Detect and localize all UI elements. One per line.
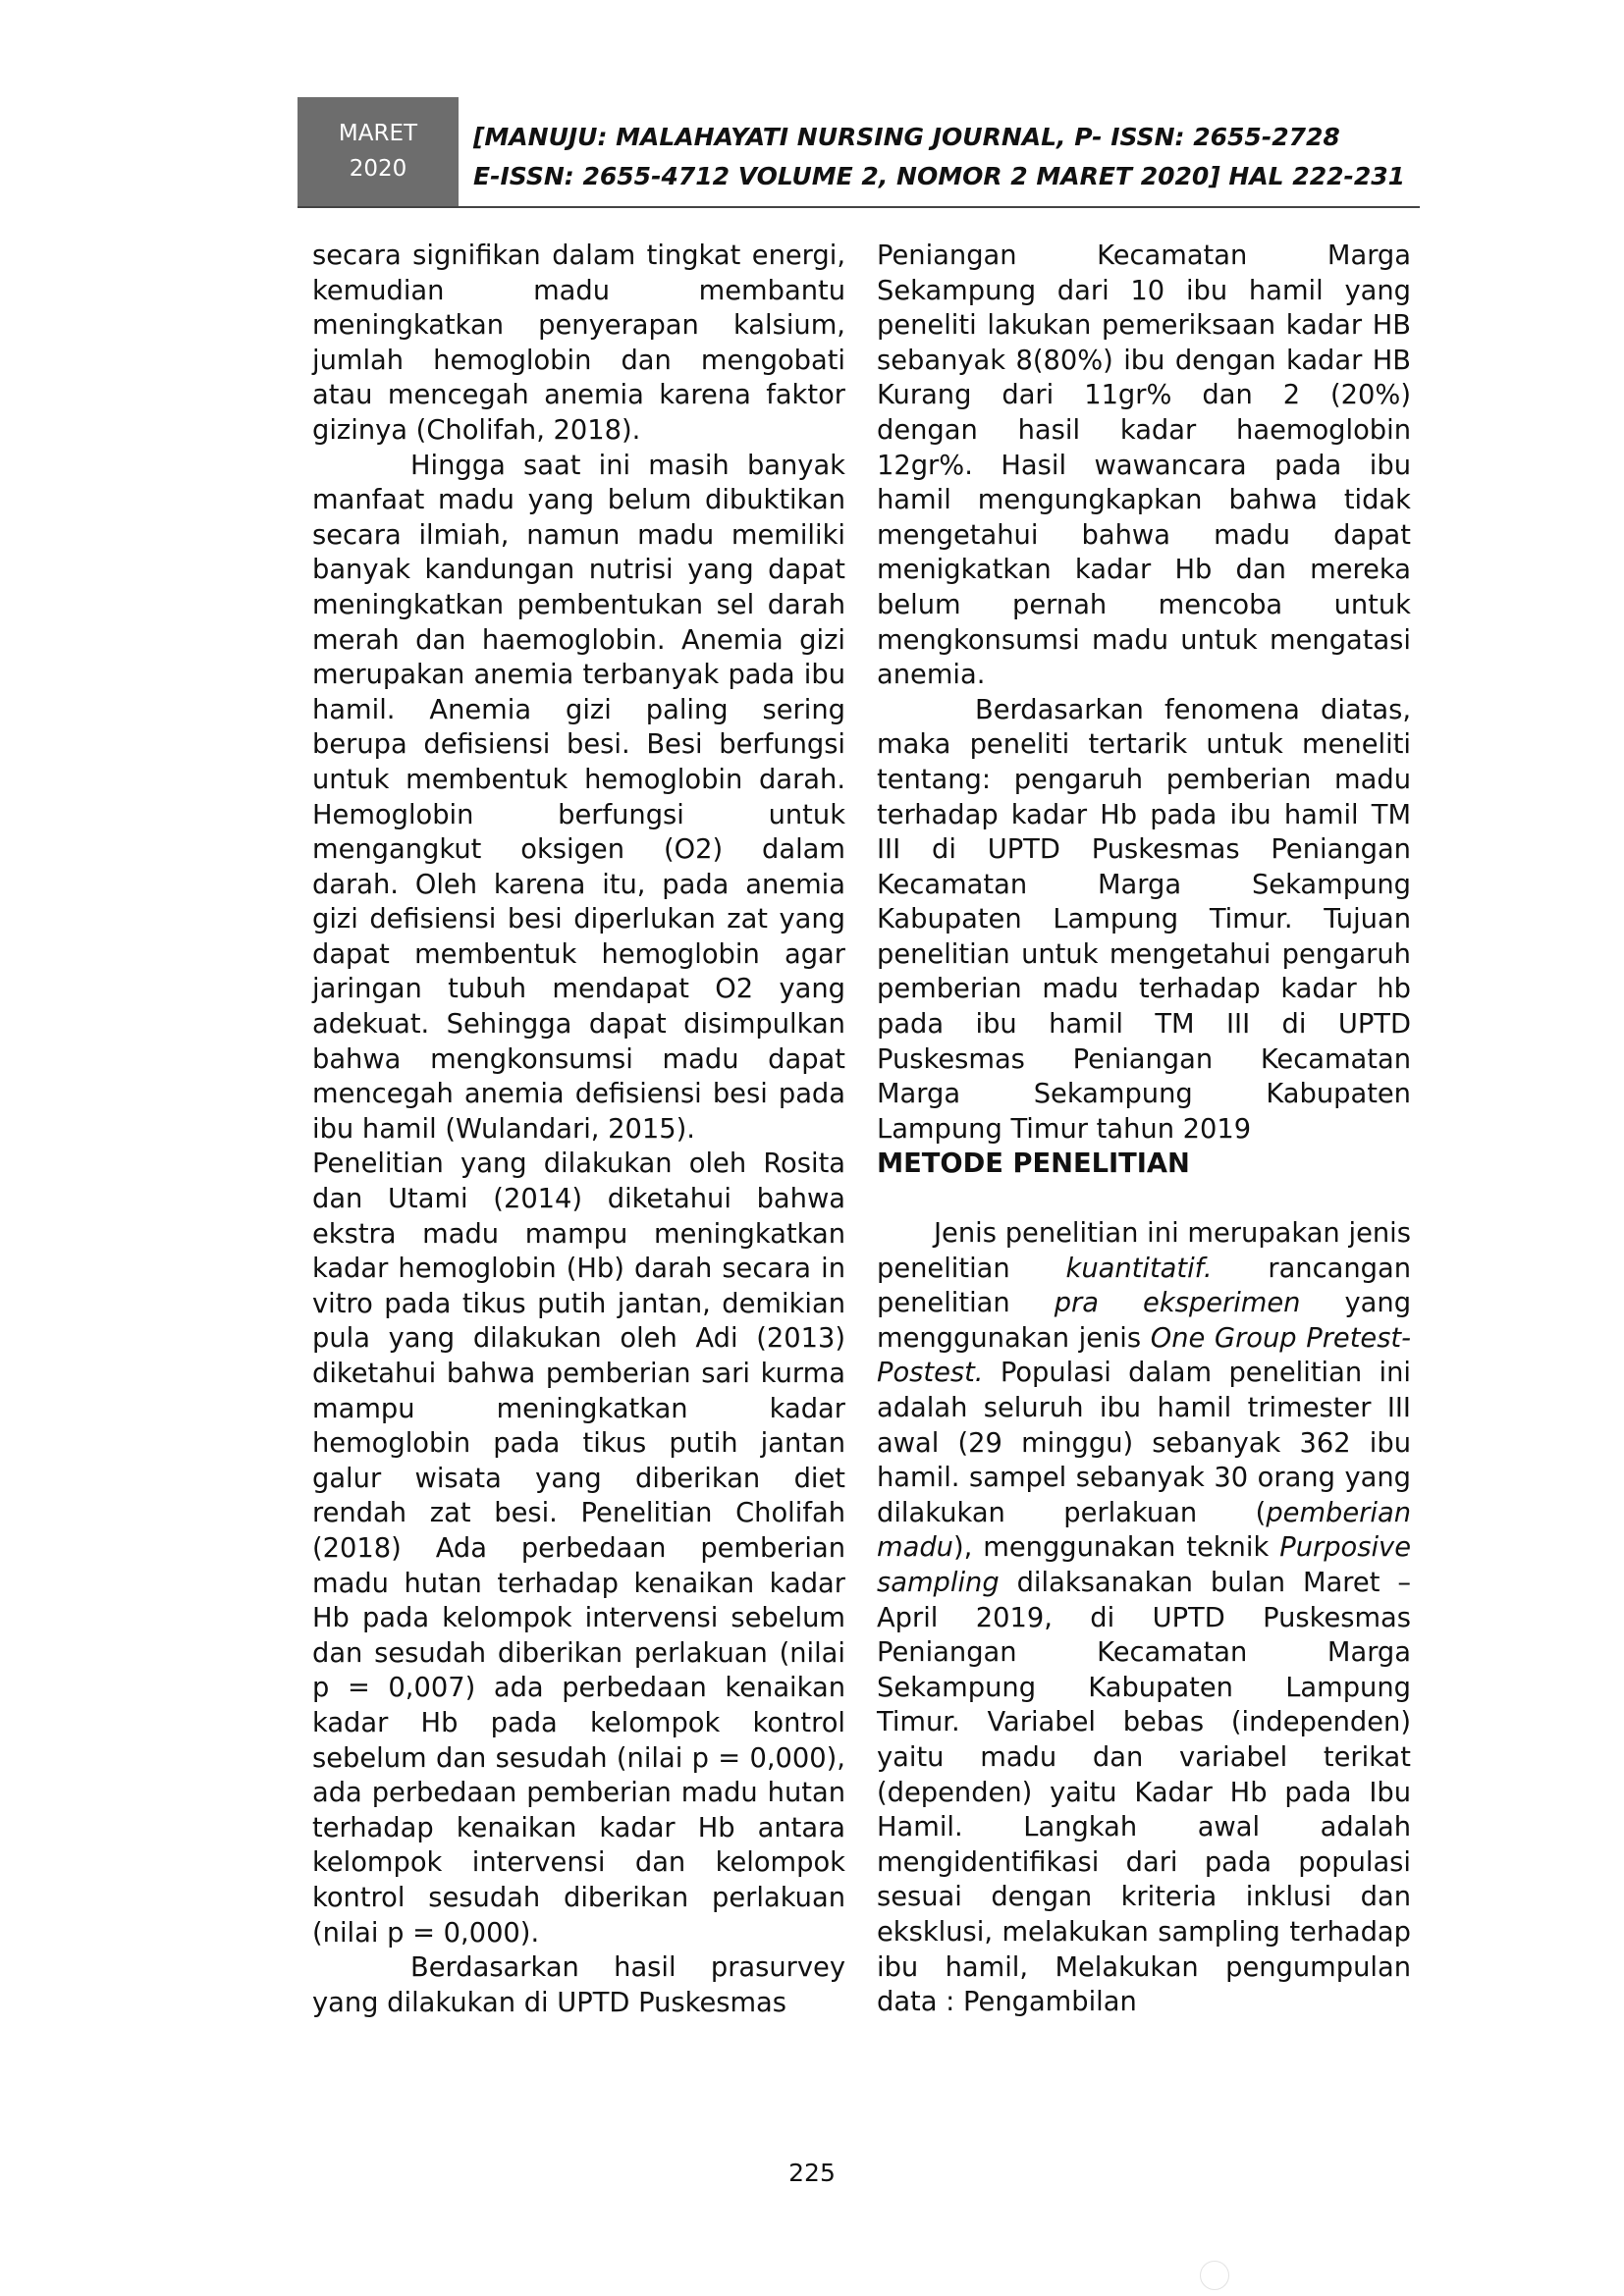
- journal-header: [473, 118, 1435, 196]
- paragraph: Penelitian yang dilakukan oleh Rosita dan Utami (2014) diketahui bahwa ekstra madu mampu meningkatkan kadar hemoglobin (Hb) darah secara in vitro pada tikus putih jantan, demikian pula yang dilakukan oleh Adi (2013) diketahui bahwa pemberian sari kurma mampu meningkatkan kadar hemoglobin pada tikus putih jantan galur wisata yang diberikan diet rendah zat besi. Penelitian Cholifah (2018) Ada perbedaan pemberian madu hutan terhadap kenaikan kadar Hb pada kelompok intervensi sebelum dan sesudah diberikan perlakuan (nilai p = 0,007) ada perbedaan kenaikan kadar Hb pada kelompok kontrol sebelum dan sesudah (nilai p = 0,000), ada perbedaan pemberian madu hutan terhadap kenaikan kadar Hb antara kelompok intervensi dan kelompok kontrol sesudah diberikan perlakuan (nilai p = 0,000).: [312, 1148, 845, 1949]
- text-run: ), menggunakan teknik: [952, 1532, 1280, 1564]
- text-run: Populasi dalam penelitian ini adalah seluruh ibu hamil trimester III awal (29 minggu) sebanyak 362 ibu hamil. sampel sebanyak 30 orang yang dilakukan perlakuan (: [877, 1358, 1411, 1528]
- journal-header-line-1: [MANUJU: MALAHAYATI NURSING JOURNAL, P- ISSN: 2655-2728: [473, 123, 1340, 151]
- text-run: Jenis penelitian ini merupakan jenis penelitian: [877, 1218, 1411, 1284]
- text-run: yang menggunakan jenis: [877, 1288, 1412, 1354]
- paragraph: Peniangan Kecamatan Marga Sekampung dari 10 ibu hamil yang peneliti lakukan pemeriksaan kadar HB sebanyak 8(80%) ibu dengan kadar HB Kurang dari 11gr% dan 2 (20%) dengan hasil kadar haemoglobin 12gr%. Hasil wawancara pada ibu hamil mengungkapkan bahwa tidak mengetahui bahwa madu dapat menigkatkan kadar Hb dan mereka belum pernah mencoba untuk mengkonsumsi madu untuk mengatasi anemia.: [877, 240, 1411, 691]
- italic-term: pemberian madu: [877, 1497, 1411, 1564]
- issue-month: MARET: [338, 121, 418, 146]
- right-column: [877, 239, 1411, 2020]
- issue-date-box: [298, 97, 459, 206]
- page-number: 225: [788, 2159, 836, 2187]
- paragraph: [877, 1216, 1411, 2020]
- header-divider: [298, 206, 1420, 208]
- italic-term: kuantitatif.: [1065, 1253, 1213, 1284]
- italic-term: Purposive sampling: [877, 1532, 1411, 1598]
- paragraph: Hingga saat ini masih banyak manfaat madu yang belum dibuktikan secara ilmiah, namun madu memiliki banyak kandungan nutrisi yang dapat meningkatkan pembentukan sel darah merah dan haemoglobin. Anemia gizi merupakan anemia terbanyak pada ibu hamil. Anemia gizi paling sering berupa defisiensi besi. Besi berfungsi untuk membentuk hemoglobin darah. Hemoglobin berfungsi untuk mengangkut oksigen (O2) dalam darah. Oleh karena itu, pada anemia gizi defisiensi besi diperlukan zat yang dapat membentuk hemoglobin agar jaringan tubuh mendapat O2 yang adekuat. Sehingga dapat disimpulkan bahwa mengkonsumsi madu dapat mencegah anemia defisiensi besi pada ibu hamil (Wulandari, 2015).: [312, 450, 845, 1145]
- italic-term: pra eksperimen: [1054, 1288, 1301, 1319]
- spacer: [877, 1182, 1411, 1216]
- left-column: [312, 239, 845, 2020]
- journal-header-line-2: E-ISSN: 2655-4712 VOLUME 2, NOMOR 2 MARET 2020] HAL 222-231: [473, 162, 1406, 190]
- watermark-icon: [1200, 2261, 1229, 2290]
- section-heading: METODE PENELITIAN: [877, 1148, 1190, 1180]
- paragraph: Berdasarkan hasil prasurvey yang dilakukan di UPTD Puskesmas: [312, 1952, 845, 2018]
- paragraph: Berdasarkan fenomena diatas, maka peneliti tertarik untuk meneliti tentang: pengaruh pemberian madu terhadap kadar Hb pada ibu hamil TM III di UPTD Puskesmas Peniangan Kecamatan Marga Sekampung Kabupaten Lampung Timur. Tujuan penelitian untuk mengetahui pengaruh pemberian madu terhadap kadar hb pada ibu hamil TM III di UPTD Puskesmas Peniangan Kecamatan Marga Sekampung Kabupaten Lampung Timur tahun 2019: [877, 694, 1411, 1145]
- issue-year: 2020: [349, 156, 407, 182]
- italic-term: One Group Pretest-Postest.: [877, 1322, 1411, 1389]
- text-run: rancangan penelitian: [877, 1253, 1411, 1319]
- paragraph: secara signifikan dalam tingkat energi, kemudian madu membantu meningkatkan penyerapan kalsium, jumlah hemoglobin dan mengobati atau mencegah anemia karena faktor gizinya (Cholifah, 2018).: [312, 240, 845, 446]
- text-run: dilaksanakan bulan Maret – April 2019, di UPTD Puskesmas Peniangan Kecamatan Marga Sekampung Kabupaten Lampung Timur. Variabel bebas (independen) yaitu madu dan variabel terikat (dependen) yaitu Kadar Hb pada Ibu Hamil. Langkah awal adalah mengidentifikasi dari pada populasi sesuai dengan kriteria inklusi dan eksklusi, melakukan sampling terhadap ibu hamil, Melakukan pengumpulan data : Pengambilan: [877, 1567, 1411, 2018]
